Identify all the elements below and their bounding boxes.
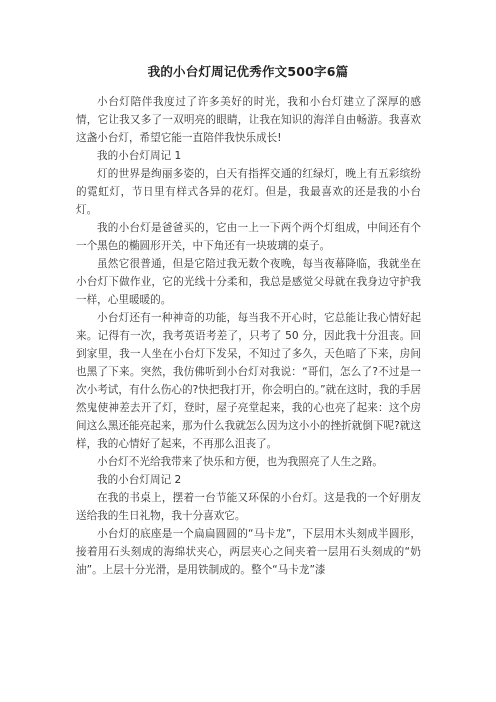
section-heading-1: 我的小台灯周记 1	[97, 150, 182, 162]
paragraph: 小台灯不光给我带来了快乐和方便，也为我照亮了人生之路。	[97, 456, 384, 468]
document-title: 我的小台灯周记优秀作文500字6篇	[147, 64, 349, 79]
paragraph: 虽然它很普通，但是它陪过我无数个夜晚，每当夜幕降临，我就坐在小台灯下做作业，它的光线十分柔和，我总是感觉父母就在我身边守护我一样，心里暖暖的。	[76, 258, 421, 306]
paragraph: 小台灯的底座是一个扁扁圆圆的“马卡龙”，下层用木头刻成半圆形，接着用石头刻成的海绵状夹心，两层夹心之间夹着一层用石头刻成的“奶油”。上层十分光滑，是用铁制成的。整个“马卡龙”漆	[76, 528, 421, 576]
paragraph: 在我的书桌上，摆着一台节能又环保的小台灯。这是我的一个好朋友送给我的生日礼物，我十分喜欢它。	[76, 492, 421, 522]
document-body	[76, 93, 421, 579]
paragraph-intro: 小台灯陪伴我度过了许多美好的时光，我和小台灯建立了深厚的感情，它让我又多了一双明亮的眼睛，让我在知识的海洋自由畅游。我喜欢这盏小台灯，希望它能一直陪伴我快乐成长!	[76, 96, 421, 144]
paragraph: 我的小台灯是爸爸买的，它由一上一下两个两个灯组成，中间还有个一个黑色的椭圆形开关，中下角还有一块玻璃的桌子。	[76, 222, 421, 252]
paragraph: 灯的世界是绚丽多姿的，白天有指挥交通的红绿灯，晚上有五彩缤纷的霓虹灯，节日里有样式各异的花灯。但是，我最喜欢的还是我的小台灯。	[76, 168, 421, 216]
section-heading-2: 我的小台灯周记 2	[97, 474, 182, 486]
paragraph: 小台灯还有一种神奇的功能，每当我不开心时，它总能让我心情好起来。记得有一次，我考英语考差了，只考了 50 分，因此我十分沮丧。回到家里，我一人坐在小台灯下发呆，不知过了多久，天色暗了下来，房间也黑了下来。突然，我仿佛听到小台灯对我说：“哥们，怎么了?不过是一次小考试，有什么伤心的?快把我打开，你会明白的。”就在这时，我的手居然鬼使神差去开了灯，登时，屋子亮堂起来，我的心也亮了起来：这个房间这么黑还能亮起来，那为什么我就怎么因为这小小的挫折就倒下呢?就这样，我的心情好了起来，不再那么沮丧了。	[76, 312, 421, 450]
